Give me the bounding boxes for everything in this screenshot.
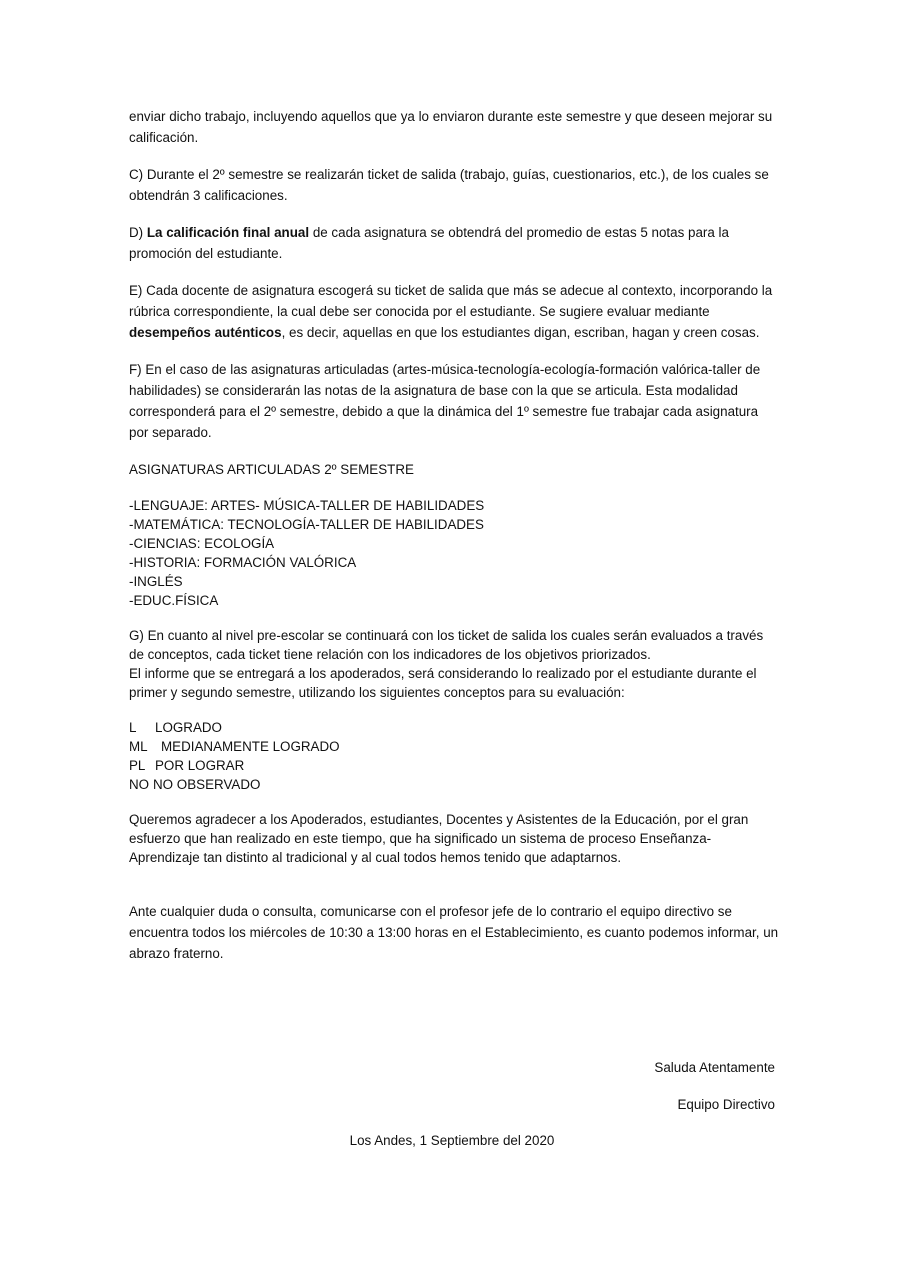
concept-code: ML xyxy=(129,739,148,754)
signoff-greeting: Saluda Atentamente xyxy=(654,1060,775,1075)
concept-code: NO xyxy=(129,777,150,792)
concept-item xyxy=(129,718,779,737)
paragraph-e-bold: desempeños auténticos xyxy=(129,325,282,340)
concept-item xyxy=(129,775,779,794)
paragraph-d-bold: La calificación final anual xyxy=(146,225,310,240)
subject-item: -EDUC.FÍSICA xyxy=(129,593,219,608)
contact-paragraph: Ante cualquier duda o consulta, comunicarse con el profesor jefe de lo contrario el equipo directivo se encuentra todos los miércoles de 10:30 a 13:00 horas en el Establecimiento, es cuanto podemos informar, un abrazo fraterno. xyxy=(129,904,779,961)
subject-item: -INGLÉS xyxy=(129,574,183,589)
subject-item: -LENGUAJE: ARTES- MÚSICA-TALLER DE HABILIDADES xyxy=(129,498,485,513)
subject-item: -MATEMÁTICA: TECNOLOGÍA-TALLER DE HABILIDADES xyxy=(129,517,484,532)
paragraph-d-rest: de cada asignatura se obtendrá del promedio de estas 5 notas para la promoción del estudiante. xyxy=(129,225,729,261)
paragraph-g-part-2: El informe que se entregará a los apoderados, será considerando lo realizado por el estudiante durante el primer y segundo semestre, utilizando los siguientes conceptos para su evaluación: xyxy=(129,666,757,700)
concept-code: PL xyxy=(129,758,146,773)
paragraph-e-rest: , es decir, aquellas en que los estudiantes digan, escriban, hagan y creen cosas. xyxy=(281,325,760,340)
paragraph-e xyxy=(129,280,779,343)
concept-item xyxy=(129,756,779,775)
paragraph-g-part-1: G) En cuanto al nivel pre-escolar se continuará con los ticket de salida los cuales serán evaluados a través de conceptos, cada ticket tiene relación con los indicadores de los objetivos priorizados. xyxy=(129,628,764,662)
concept-label: LOGRADO xyxy=(155,720,222,735)
paragraph-d xyxy=(129,222,779,264)
subject-item: -HISTORIA: FORMACIÓN VALÓRICA xyxy=(129,555,357,570)
place-date: Los Andes, 1 Septiembre del 2020 xyxy=(349,1133,555,1148)
concept-label: MEDIANAMENTE LOGRADO xyxy=(161,739,340,754)
document-body xyxy=(129,106,779,980)
subjects-list xyxy=(129,496,779,610)
paragraph-g xyxy=(129,626,779,702)
concept-label: POR LOGRAR xyxy=(155,758,245,773)
concept-item xyxy=(129,737,779,756)
concept-label: NO OBSERVADO xyxy=(153,777,261,792)
subject-item: -CIENCIAS: ECOLOGÍA xyxy=(129,536,275,551)
intro-paragraph: enviar dicho trabajo, incluyendo aquellos que ya lo enviaron durante este semestre y que deseen mejorar su calificación. xyxy=(129,109,773,145)
signoff-team: Equipo Directivo xyxy=(677,1097,775,1112)
concept-code: L xyxy=(129,720,137,735)
paragraph-c: C) Durante el 2º semestre se realizarán ticket de salida (trabajo, guías, cuestionarios, etc.), de los cuales se obtendrán 3 calificaciones. xyxy=(129,167,769,203)
paragraph-e-start: E) Cada docente de asignatura escogerá su ticket de salida que más se adecue al contexto, incorporando la rúbrica correspondiente, la cual debe ser conocida por el estudiante. Se sugiere evaluar mediante xyxy=(129,283,773,319)
subjects-heading: ASIGNATURAS ARTICULADAS 2º SEMESTRE xyxy=(129,462,414,477)
thanks-paragraph: Queremos agradecer a los Apoderados, estudiantes, Docentes y Asistentes de la Educación, por el gran esfuerzo que han realizado en este tiempo, que ha significado un sistema de proceso Enseñanza-Aprendizaje tan distinto al tradicional y al cual todos hemos tenido que adaptarnos. xyxy=(129,812,749,865)
concepts-list xyxy=(129,718,779,794)
paragraph-f: F) En el caso de las asignaturas articuladas (artes-música-tecnología-ecología-formación valórica-taller de habilidades) se considerarán las notas de la asignatura de base con la que se articula. Esta modalidad corresponderá para el 2º semestre, debido a que la dinámica del 1º semestre fue trabajar cada asignatura por separado. xyxy=(129,362,761,440)
paragraph-d-prefix: D) xyxy=(129,225,147,240)
